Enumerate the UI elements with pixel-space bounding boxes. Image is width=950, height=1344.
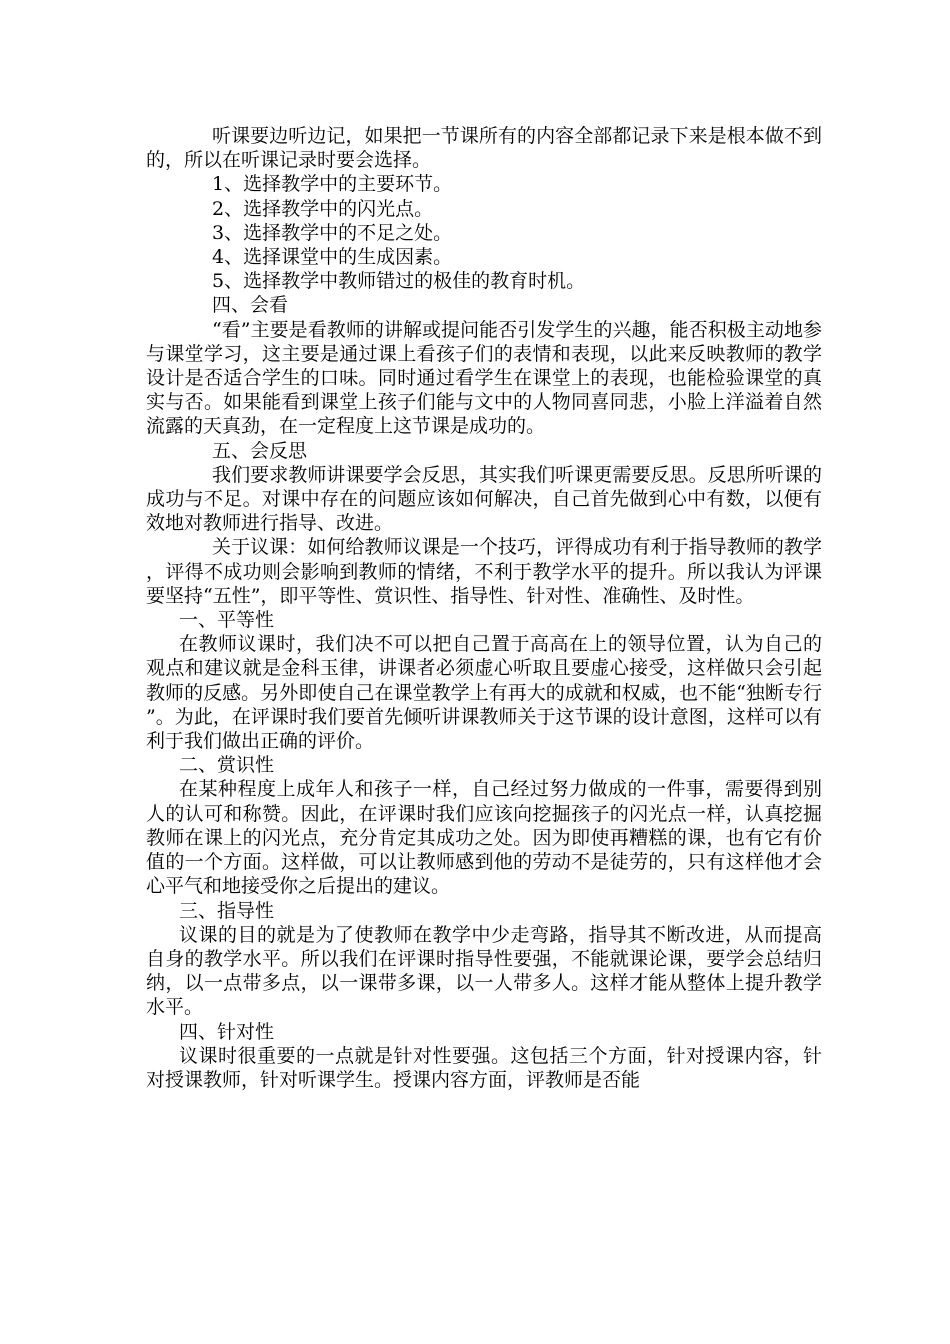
heading-equality: 一、平等性 — [179, 609, 275, 632]
heading-guidance: 三、指导性 — [179, 899, 275, 922]
paragraph-equality: 在教师议课时，我们决不可以把自己置于高高在上的领导位置，认为自己的观点和建议就是金科玉律，讲课者必须虚心听取且要虚心接受，这样做只会引起教师的反感。另外即使自己在课堂教学上有再大的成就和权威，也不能“独断专行”。为此，在评课时我们要首先倾听讲课教师关于这节课的设计意图，这样可以有利于我们做出正确的评价。 — [146, 633, 822, 753]
heading-targeting: 四、针对性 — [179, 1020, 275, 1043]
paragraph-watch: “看”主要是看教师的讲解或提问能否引发学生的兴趣，能否积极主动地参与课堂学习，这主要是通过课上看孩子们的表情和表现，以此来反映教师的教学设计是否适合学生的口味。同时通过看学生在课堂上的表现，也能检验课堂的真实与否。如果能看到课堂上孩子们能与文中的人物同喜同悲，小脸上洋溢着自然流露的天真劲，在一定程度上这节课是成功的。 — [146, 318, 822, 438]
paragraph-about-review: 关于议课：如何给教师议课是一个技巧，评得成功有利于指导教师的教学，评得不成功则会影响到教师的情绪，不利于教学水平的提升。所以我认为评课要坚持“五性”，即平等性、赏识性、指导性、针对性、准确性、及时性。 — [146, 536, 822, 607]
list-item-3: 3、选择教学中的不足之处。 — [212, 221, 453, 244]
heading-appreciation: 二、赏识性 — [179, 754, 275, 777]
paragraph-targeting: 议课时很重要的一点就是针对性要强。这包括三个方面，针对授课内容，针对授课教师，针对听课学生。授课内容方面，评教师是否能 — [146, 1044, 822, 1091]
paragraph-appreciation: 在某种程度上成年人和孩子一样，自己经过努力做成的一件事，需要得到别人的认可和称赞。因此，在评课时我们应该向挖掘孩子的闪光点一样，认真挖掘教师在课上的闪光点，充分肯定其成功之处。因为即使再糟糕的课，也有它有价值的一个方面。这样做，可以让教师感到他的劳动不是徒劳的，只有这样他才会心平气和地接受你之后提出的建议。 — [146, 778, 822, 898]
paragraph-intro: 听课要边听边记，如果把一节课所有的内容全部都记录下来是根本做不到的，所以在听课记录时要会选择。 — [146, 125, 822, 172]
list-item-1: 1、选择教学中的主要环节。 — [212, 173, 453, 196]
heading-watch: 四、会看 — [212, 294, 289, 317]
document-body — [146, 124, 822, 1092]
list-item-2: 2、选择教学中的闪光点。 — [212, 197, 434, 220]
heading-reflect: 五、会反思 — [212, 439, 308, 462]
paragraph-guidance: 议课的目的就是为了使教师在教学中少走弯路，指导其不断改进，从而提高自身的教学水平。所以我们在评课时指导性要强，不能就课论课，要学会总结归纳，以一点带多点，以一课带多课，以一人带多人。这样才能从整体上提升教学水平。 — [146, 923, 822, 1019]
list-item-5: 5、选择教学中教师错过的极佳的教育时机。 — [212, 270, 586, 293]
paragraph-reflect: 我们要求教师讲课要学会反思，其实我们听课更需要反思。反思所听课的成功与不足。对课中存在的问题应该如何解决，自己首先做到心中有数，以便有效地对教师进行指导、改进。 — [146, 463, 822, 535]
list-item-4: 4、选择课堂中的生成因素。 — [212, 246, 453, 269]
